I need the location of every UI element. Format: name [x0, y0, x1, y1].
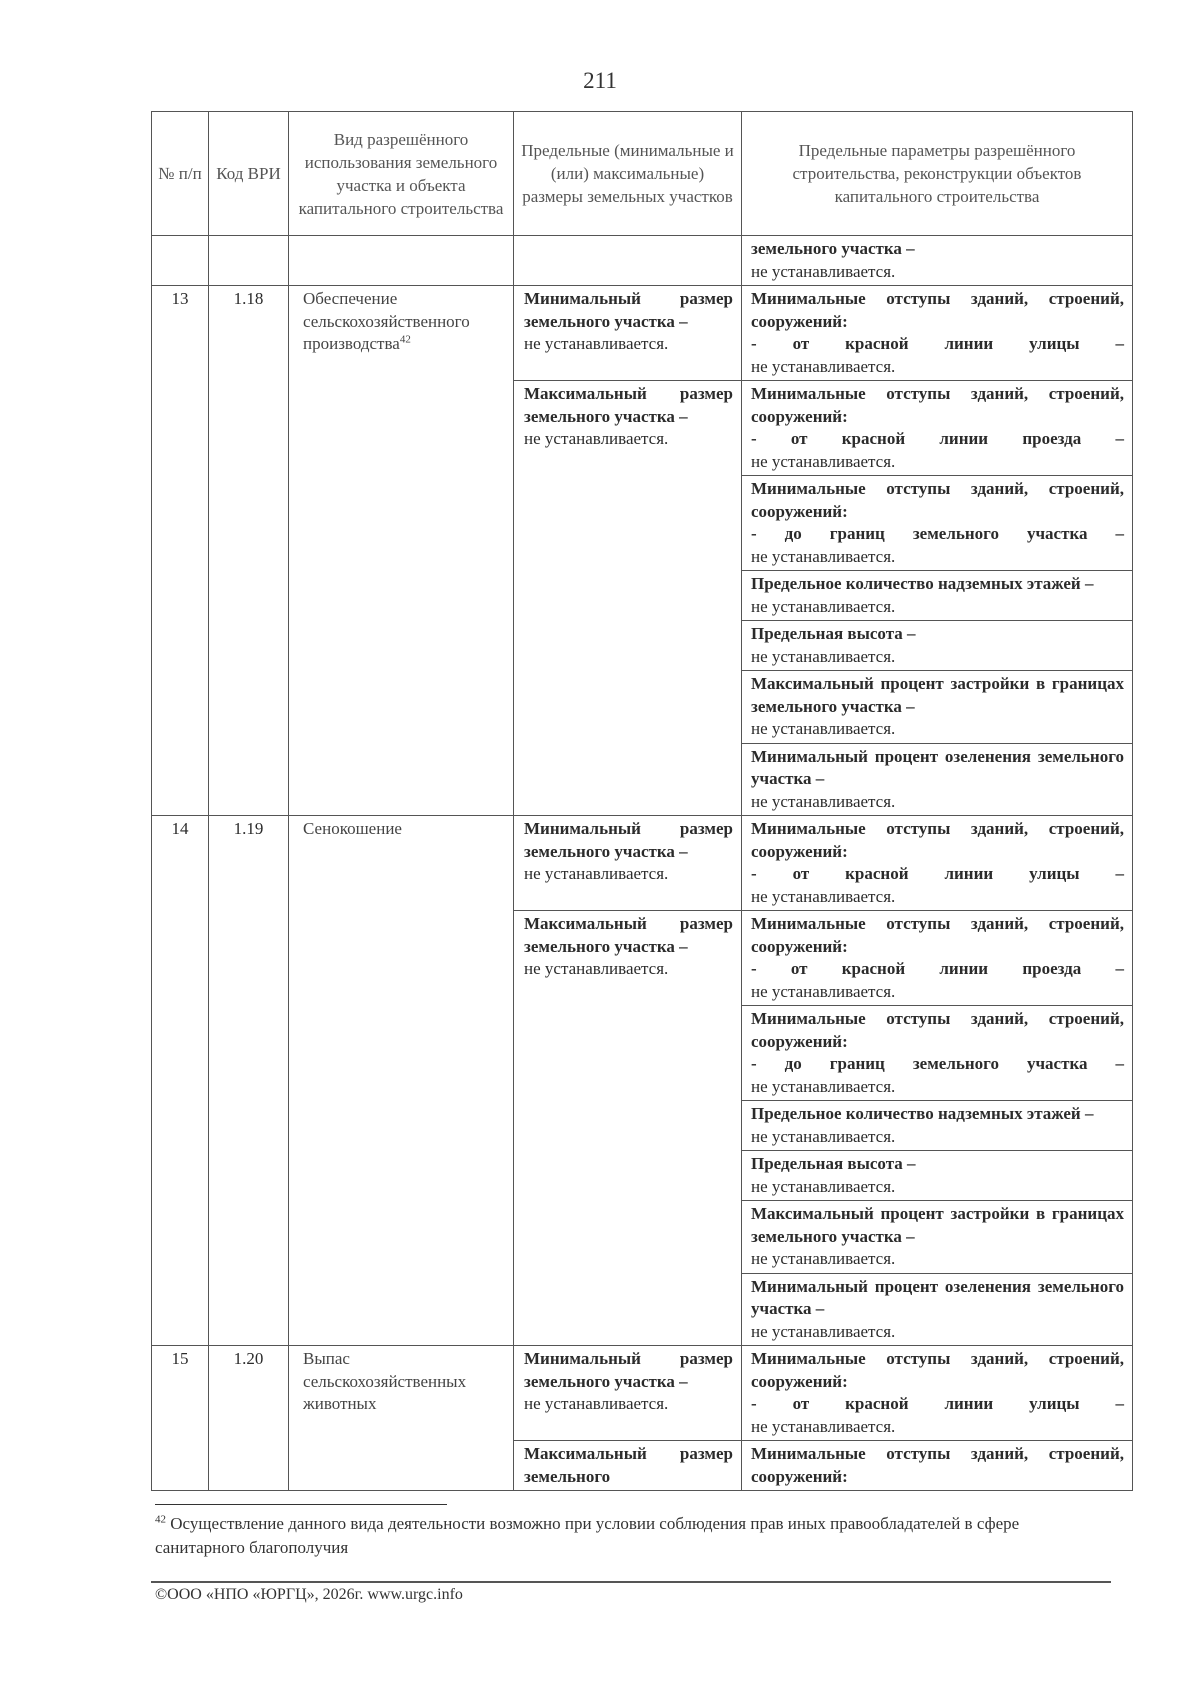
footer-copyright: ©ООО «НПО «ЮРГЦ», 2026г. www.urgc.info	[155, 1586, 463, 1603]
param-sub: - от красной линии проезда –	[751, 959, 1124, 978]
param-cell	[742, 621, 1133, 671]
param-label: Минимальные отступы зданий, строений, сооружений:	[751, 289, 1124, 331]
page-number: 211	[583, 68, 617, 93]
param-cell	[742, 1346, 1133, 1441]
header-use: Вид разрешённого использования земельного участка и объекта капитального строительства	[289, 112, 514, 236]
row-number: 14	[152, 816, 209, 1346]
size-min-cell	[514, 816, 742, 911]
footnote-number: 42	[155, 1513, 166, 1526]
size-min-value: не устанавливается.	[524, 334, 669, 353]
param-sub: - от красной линии улицы –	[751, 334, 1124, 353]
size-max-label: Максимальный размер земельного участка –	[524, 384, 733, 426]
size-min-label: Минимальный размер земельного участка –	[524, 289, 733, 331]
size-min-cell	[514, 286, 742, 381]
param-cell	[742, 1006, 1133, 1101]
param-sub: - от красной линии улицы –	[751, 1394, 1124, 1413]
header-code: Код ВРИ	[209, 112, 289, 236]
param-label: Минимальные отступы зданий, строений, сооружений:	[751, 384, 1124, 426]
footnote-text: Осуществление данного вида деятельности возможно при условии соблюдения прав иных правообладателей в сфере санитарного благополучия	[155, 1514, 1020, 1557]
param-value: не устанавливается.	[751, 596, 896, 616]
use-name	[289, 286, 514, 816]
size-max-label: Максимальный размер земельного	[524, 1444, 733, 1486]
param-cell	[742, 571, 1133, 621]
size-min-label: Минимальный размер земельного участка –	[524, 1349, 733, 1391]
param-cell	[742, 1101, 1133, 1151]
param-label: Предельное количество надземных этажей –	[751, 1104, 1094, 1123]
param-cell	[742, 236, 1133, 286]
size-max-value: не устанавливается.	[524, 429, 669, 448]
param-value: не устанавливается.	[751, 1249, 896, 1268]
param-value: не устанавливается.	[751, 791, 896, 811]
param-cell	[742, 381, 1133, 476]
param-label: Минимальный процент озеленения земельного участка –	[751, 746, 1124, 788]
param-value: не устанавливается.	[751, 1321, 896, 1341]
param-value: не устанавливается.	[751, 451, 896, 471]
param-value: не устанавливается.	[751, 646, 896, 666]
use-name-text: Обеспечение сельскохозяйственного производства	[303, 289, 470, 353]
param-value: не устанавливается.	[751, 1076, 896, 1096]
table-row	[152, 816, 1133, 911]
param-value: не устанавливается.	[751, 1126, 896, 1146]
param-label: Минимальные отступы зданий, строений, сооружений:	[751, 819, 1124, 861]
param-cell	[742, 1273, 1133, 1346]
header-params: Предельные параметры разрешённого строительства, реконструкции объектов капитального строительства	[742, 112, 1133, 236]
table-row	[152, 286, 1133, 381]
vri-code: 1.20	[209, 1346, 289, 1491]
param-sub: - от красной линии проезда –	[751, 429, 1124, 448]
param-label: Минимальные отступы зданий, строений, сооружений:	[751, 479, 1124, 521]
param-value: не устанавливается.	[751, 1416, 896, 1436]
param-value: не устанавливается.	[751, 356, 896, 376]
table-row	[152, 1346, 1133, 1441]
vri-code: 1.18	[209, 286, 289, 816]
param-value: не устанавливается.	[751, 719, 896, 738]
param-label: Предельное количество надземных этажей –	[751, 574, 1094, 593]
param-cell	[742, 743, 1133, 816]
param-cell	[742, 1201, 1133, 1274]
param-cell	[742, 1441, 1133, 1491]
vri-code: 1.19	[209, 816, 289, 1346]
continuation-row	[152, 236, 1133, 286]
param-value: не устанавливается.	[751, 546, 896, 566]
use-name: Сенокошение	[289, 816, 514, 1346]
param-cell	[742, 911, 1133, 1006]
param-value: не устанавливается.	[751, 261, 896, 281]
param-value: не устанавливается.	[751, 1176, 896, 1196]
param-label: Предельная высота –	[751, 1154, 916, 1173]
size-min-cell	[514, 1346, 742, 1441]
footer-divider	[151, 1581, 1111, 1583]
param-label: Максимальный процент застройки в границах земельного участка –	[751, 1204, 1124, 1246]
header-row	[152, 112, 1133, 236]
size-min-value: не устанавливается.	[524, 1394, 669, 1413]
param-cell	[742, 1151, 1133, 1201]
size-max-cell	[514, 911, 742, 1346]
param-sub: - до границ земельного участка –	[751, 1054, 1124, 1073]
size-min-value: не устанавливается.	[524, 864, 669, 883]
size-max-cell	[514, 1441, 742, 1491]
param-cell	[742, 671, 1133, 744]
param-label: Минимальные отступы зданий, строений, сооружений:	[751, 914, 1124, 956]
param-label: Минимальный процент озеленения земельного участка –	[751, 1276, 1124, 1318]
param-value: не устанавливается.	[751, 886, 896, 906]
header-sizes: Предельные (минимальные и (или) максимальные) размеры земельных участков	[514, 112, 742, 236]
header-no: № п/п	[152, 112, 209, 236]
param-cell	[742, 476, 1133, 571]
footnote	[155, 1512, 1055, 1560]
param-label: Максимальный процент застройки в границах земельного участка –	[751, 674, 1124, 716]
param-value: не устанавливается.	[751, 981, 896, 1001]
param-sub: - до границ земельного участка –	[751, 524, 1124, 543]
land-use-table	[151, 111, 1133, 1491]
size-max-label: Максимальный размер земельного участка –	[524, 914, 733, 956]
param-label: Минимальные отступы зданий, строений, сооружений:	[751, 1444, 1124, 1486]
size-max-cell	[514, 381, 742, 816]
row-number: 13	[152, 286, 209, 816]
param-label: Минимальные отступы зданий, строений, сооружений:	[751, 1349, 1124, 1391]
size-min-label: Минимальный размер земельного участка –	[524, 819, 733, 861]
row-number: 15	[152, 1346, 209, 1491]
param-cell	[742, 816, 1133, 911]
footnote-ref: 42	[399, 333, 411, 346]
footnote-divider	[155, 1504, 447, 1505]
size-max-value: не устанавливается.	[524, 959, 669, 978]
param-label: Предельная высота –	[751, 624, 916, 643]
use-name: Выпас сельскохозяйственных животных	[289, 1346, 514, 1491]
param-label: земельного участка –	[751, 239, 915, 258]
param-label: Минимальные отступы зданий, строений, сооружений:	[751, 1009, 1124, 1051]
param-sub: - от красной линии улицы –	[751, 864, 1124, 883]
param-cell	[742, 286, 1133, 381]
